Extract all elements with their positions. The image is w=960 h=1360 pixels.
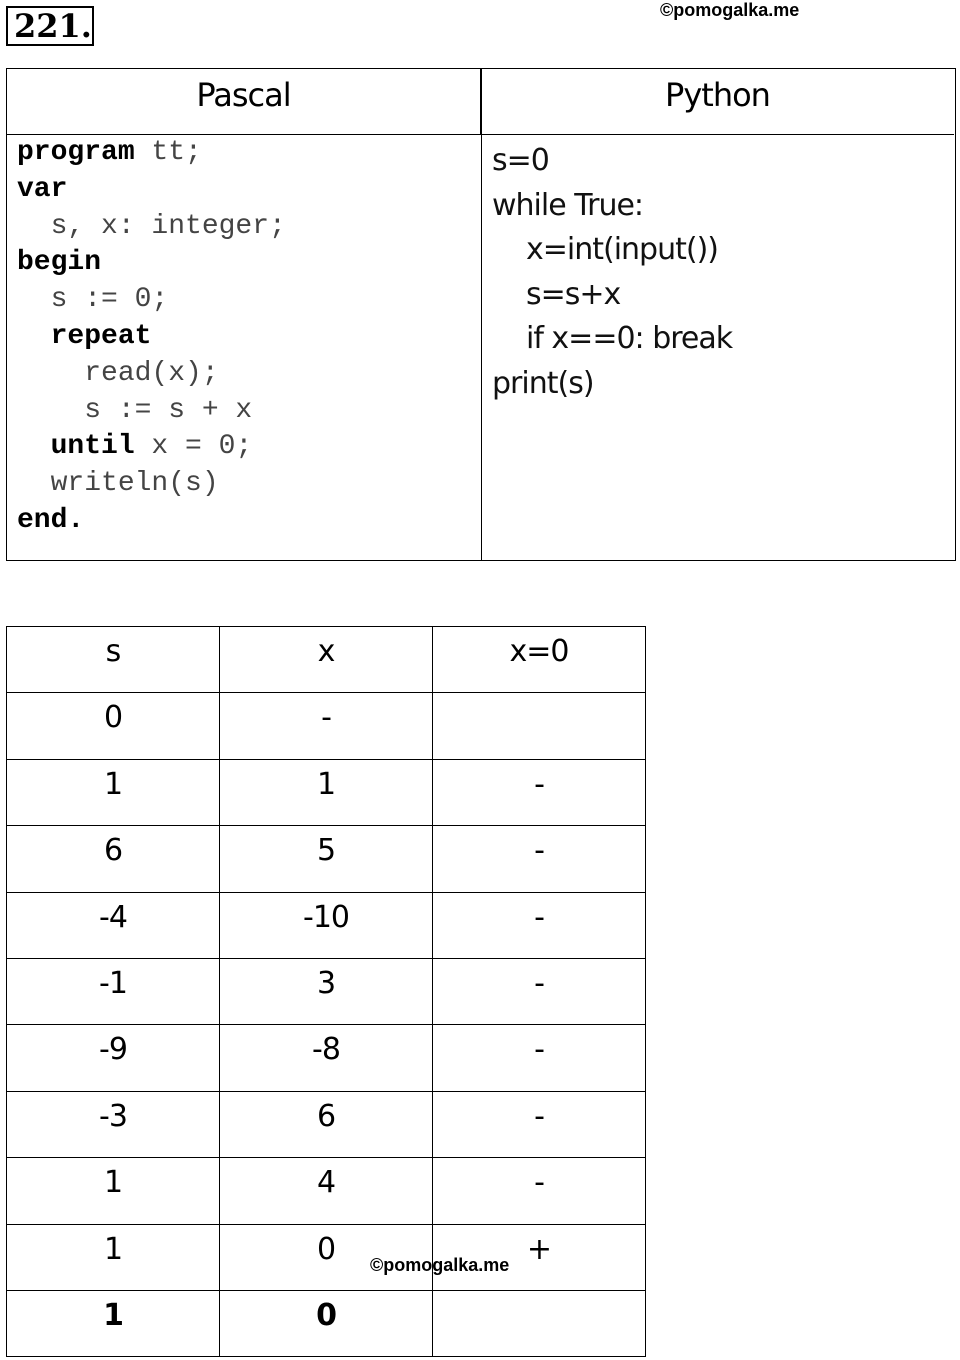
cell-x-equals-0: - <box>433 1158 646 1224</box>
cell-s: 1 <box>7 1158 220 1224</box>
cell-x: 0 <box>220 1224 433 1290</box>
watermark-top: ©pomogalka.me <box>660 0 800 20</box>
cell-s: 0 <box>7 693 220 759</box>
result-s: 1 <box>7 1290 220 1356</box>
cell-s: 1 <box>7 759 220 825</box>
cell-x: 5 <box>220 826 433 892</box>
cell-x: - <box>220 693 433 759</box>
cell-x-equals-0: - <box>433 1025 646 1091</box>
cell-x: -10 <box>220 892 433 958</box>
watermark-middle: ©pomogalka.me <box>370 1255 510 1275</box>
pascal-line <box>17 466 472 503</box>
cell-x-equals-0: - <box>433 958 646 1024</box>
cell-x: 4 <box>220 1158 433 1224</box>
cell-s: -4 <box>7 892 220 958</box>
python-header: Python <box>481 69 954 135</box>
pascal-keyword: repeat <box>50 320 152 352</box>
pascal-text: tt; <box>134 137 202 168</box>
trace-row <box>7 1091 646 1157</box>
result-x-equals-0 <box>433 1290 646 1356</box>
trace-row <box>7 826 646 892</box>
header-x-equals-0: x=0 <box>433 627 646 693</box>
header-s: s <box>7 627 220 693</box>
pascal-text: s := 0; <box>17 284 169 316</box>
cell-x-equals-0 <box>433 693 646 759</box>
trace-header-row <box>7 627 646 693</box>
python-line: s=s+x <box>526 276 621 312</box>
pascal-line <box>17 503 472 540</box>
pascal-line <box>17 393 472 430</box>
pascal-text: writeln(s) <box>17 468 219 500</box>
cell-x: 3 <box>220 958 433 1024</box>
pascal-keyword: end. <box>17 504 85 536</box>
cell-x-equals-0: - <box>433 759 646 825</box>
cell-s: 1 <box>7 1224 220 1290</box>
python-line: x=int(input()) <box>526 232 718 267</box>
trace-body <box>7 693 646 1357</box>
pascal-line <box>17 429 472 466</box>
trace-row <box>7 693 646 759</box>
pascal-line <box>17 356 472 393</box>
trace-row <box>7 759 646 825</box>
cell-x: 6 <box>220 1091 433 1157</box>
cell-x: -8 <box>220 1025 433 1091</box>
pascal-line <box>17 209 472 246</box>
trace-result-row <box>7 1290 646 1356</box>
cell-x: 1 <box>220 759 433 825</box>
python-line: while True: <box>492 187 644 223</box>
trace-row <box>7 1224 646 1290</box>
pascal-keyword: begin <box>17 247 102 279</box>
cell-s: -3 <box>7 1091 220 1157</box>
trace-row <box>7 958 646 1024</box>
pascal-line <box>17 282 472 319</box>
pascal-text <box>17 431 51 462</box>
pascal-text: x = 0; <box>134 431 253 463</box>
pascal-code-block <box>17 135 472 540</box>
cell-s: -9 <box>7 1025 220 1091</box>
cell-s: -1 <box>7 958 220 1024</box>
code-comparison-table <box>6 68 956 561</box>
trace-table <box>6 626 646 1357</box>
pascal-line <box>17 319 472 356</box>
python-line: s=0 <box>492 143 549 178</box>
python-code-block <box>492 139 952 406</box>
trace-row <box>7 1025 646 1091</box>
result-x: 0 <box>220 1290 433 1356</box>
cell-x-equals-0: - <box>433 1091 646 1157</box>
pascal-keyword: program <box>17 137 135 168</box>
task-number: 221. <box>6 6 94 46</box>
cell-s: 6 <box>7 826 220 892</box>
trace-row <box>7 892 646 958</box>
pascal-header: Pascal <box>7 69 481 135</box>
cell-x-equals-0: + <box>433 1224 646 1290</box>
pascal-text: s, x: integer; <box>17 210 286 242</box>
pascal-text <box>17 321 51 352</box>
cell-x-equals-0: - <box>433 826 646 892</box>
header-x: x <box>220 627 433 693</box>
pascal-line <box>17 172 472 209</box>
pascal-line <box>17 245 472 282</box>
python-line: if x==0: break <box>526 321 733 356</box>
pascal-line <box>17 135 472 172</box>
pascal-text: s := s + x <box>17 394 253 426</box>
cell-x-equals-0: - <box>433 892 646 958</box>
pascal-text: read(x); <box>17 357 219 389</box>
pascal-keyword: until <box>50 431 135 463</box>
pascal-keyword: var <box>17 173 68 205</box>
trace-row <box>7 1158 646 1224</box>
column-divider <box>481 69 482 560</box>
python-line: print(s) <box>492 365 594 401</box>
